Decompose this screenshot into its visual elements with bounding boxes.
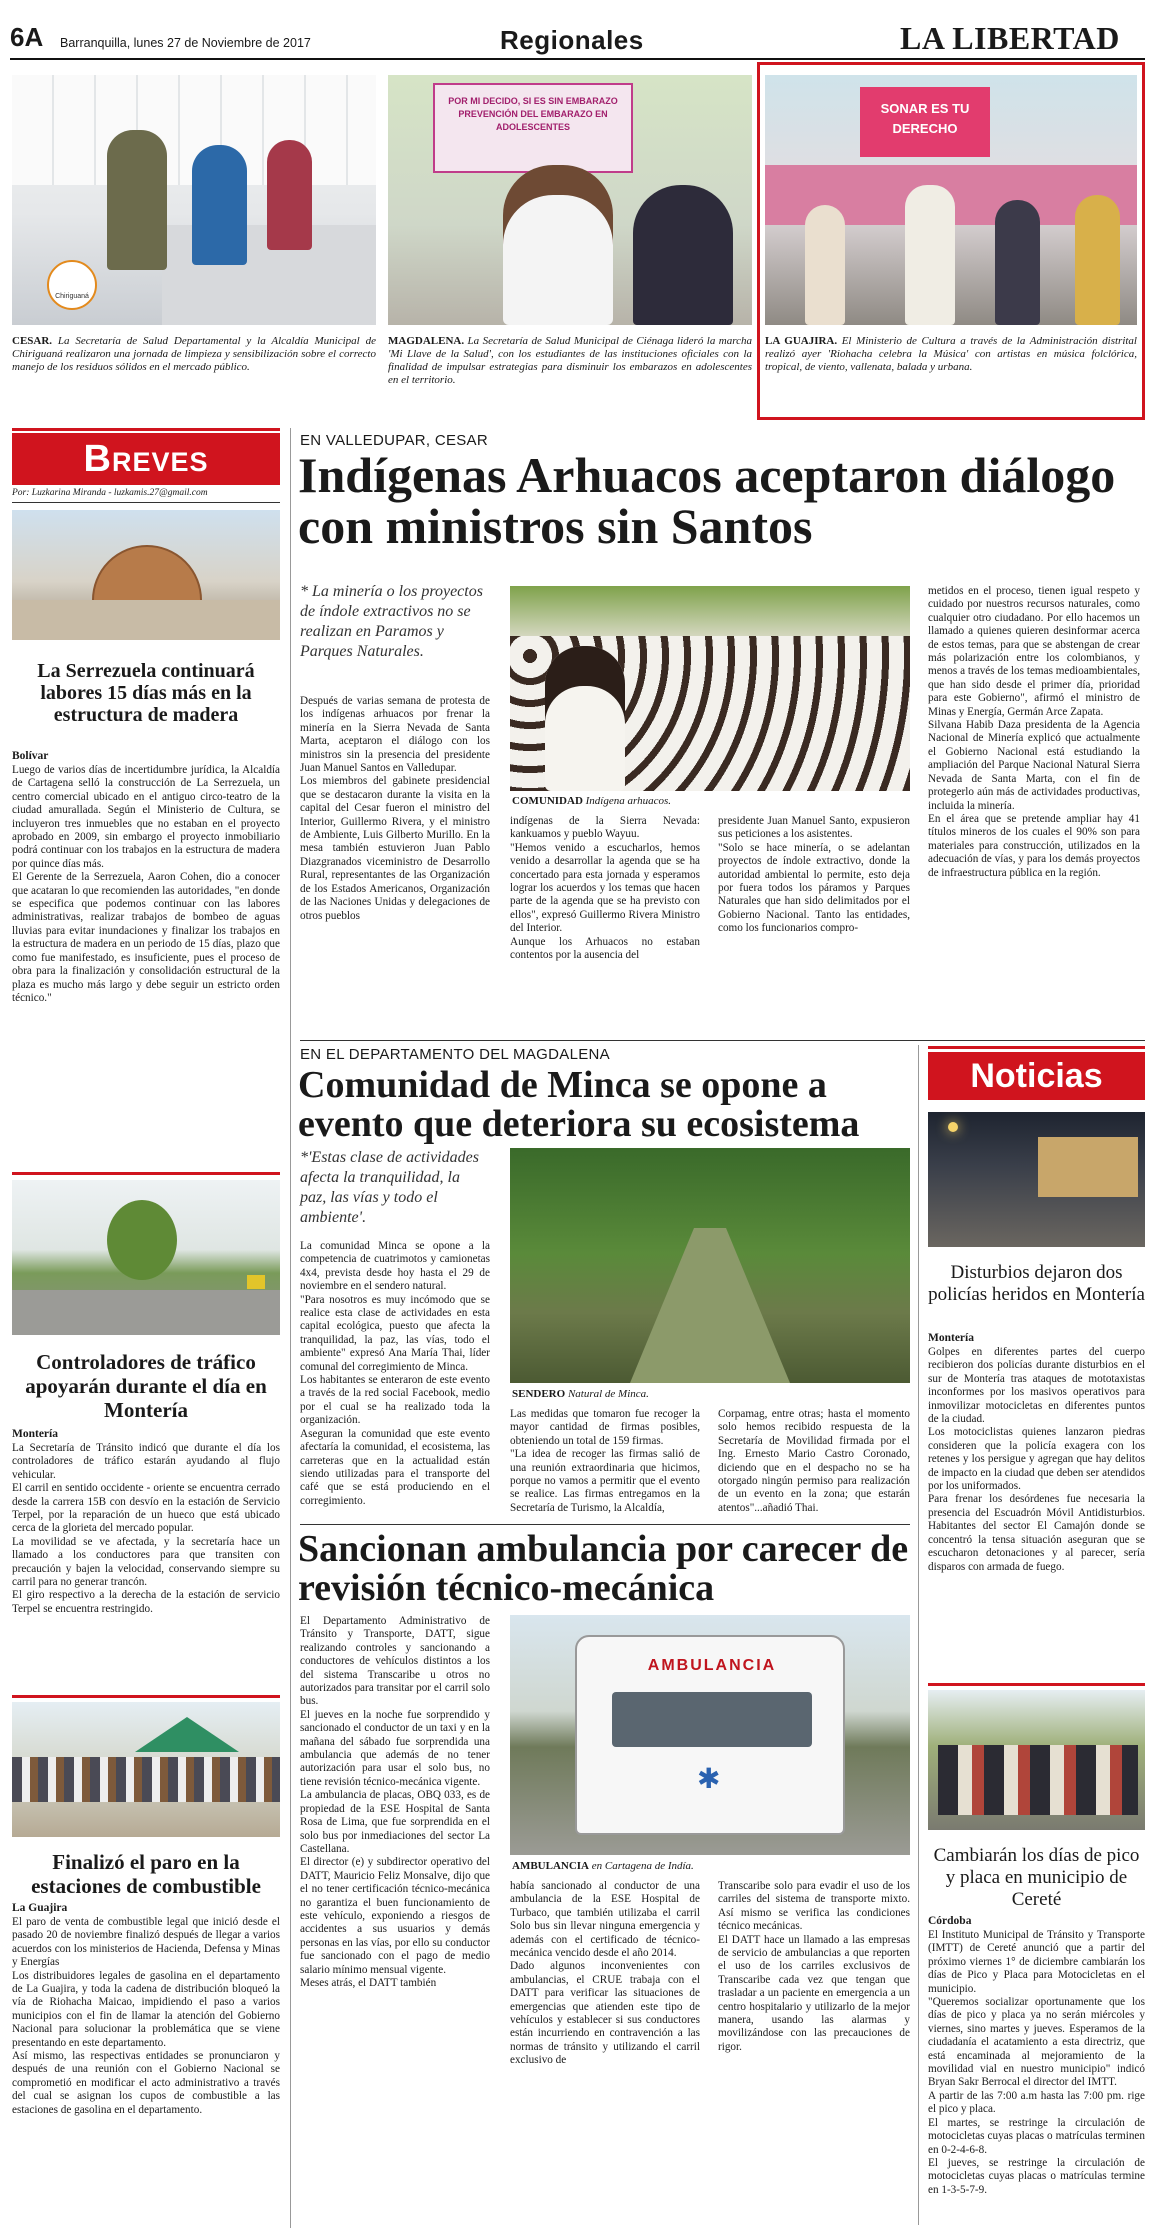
breve-1-body: Luego de varios días de incertidumbre jurídica, la Alcaldía de Cartagena selló la construcción de La Serrezuela, un centro comercial ubicado en el antiguo circo-teatro de la ciudad amurallada. Según el Ministerio de Cultura, se incluyeron tres inmuebles que no estaban en el proyecto aprobado en 2009, sin embargo el proyecto inmobiliario podrá continuar con los trabajos en la estructura de madera por quince días más. El Gerente de la Serrezuela, Aaron Cohen, dio a conocer que acataran lo que recomienden las autoridades, "en donde se especifica que podemos continuar con las labores administrativas, realizar trabajos de bombeo de aguas lluvias para evitar inundaciones y finalizar los trabajos en la estructura de madera en un periodo de 15 días, plazo que como fue manifestado, es insuficiente, pues el proceso de obra para la finalización y consolidación estructural de la plaza es mucho más largo y debe seguir un estricto orden técnico.": [12, 764, 280, 1004]
ambulance-vehicle: [575, 1635, 845, 1835]
circus-building: [92, 545, 202, 605]
ambulancia-caption: [512, 1860, 910, 1873]
worker-3: [267, 140, 312, 250]
breve-3-body: El paro de venta de combustible legal que inició desde el pasado 20 de noviembre finalizó después de llegar a varios acuerdos con los ministerios de Hacienda, Defensa y Minas y Energías Los distribuidores legales de gasolina en el departamento de La Guajira, y toda la cadena de distribución bloqueó la vía de Riohacha Maicao, impidiendo el paso a varios municipios con el fin de llamar la atención del Gobierno Nacional para solucionar la problemática que se viene presentando en este departamento. Así mismo, las respectivas entidades se pronunciaron y después de una reunión con el Gobierno Nacional se comprometió en modificar el acto administrativo a través del cual se asignan los cupos de combustible a las estaciones de gasolina en el departamento.: [12, 1916, 280, 2116]
lead-headline: Indígenas Arhuacos aceptaron diálogo con ministros sin Santos: [298, 447, 1116, 554]
header-dateline: Barranquilla, lunes 27 de Noviembre de 2017: [60, 36, 311, 50]
serrezuela-photo: [12, 510, 280, 640]
minca-caption: [512, 1388, 910, 1401]
traffic-photo: [12, 1180, 280, 1335]
magdalena-photo: [388, 75, 752, 325]
lead-kicker: EN VALLEDUPAR, CESAR: [300, 432, 488, 449]
lead-col2: indígenas de la Sierra Nevada: kankuamos y pueblo Wayuu. "Hemos venido a escucharlos, hemos venido a desarrollar la agenda que se ha concertado para esta jornada y esperamos lograr los acuerdos y los temas que hacen parte de la agenda que se ha previsto con ellos", expresó Guillermo Rivera Ministro del Interior. Aunque los Arhuacos no estaban contentos por la ausencia del: [510, 815, 700, 962]
breves-title: Breves: [12, 433, 280, 485]
guajira-caption: [765, 335, 1137, 374]
caption-text: Indígena arhuacos.: [582, 795, 671, 807]
breve-3-headline: Finalizó el paro en la estaciones de combustible: [31, 1850, 261, 1898]
column-divider-left: [290, 428, 291, 2228]
noticia-2-headline: Cambiarán los días de pico y placa en municipio de Cereté: [933, 1845, 1140, 1910]
ambulance-photo: [510, 1615, 910, 1855]
windshield: [612, 1692, 812, 1747]
caption-label: SENDERO: [512, 1388, 566, 1400]
caption-text: en Cartagena de Indía.: [589, 1860, 694, 1872]
worker-2: [192, 145, 247, 265]
minca-col1: La comunidad Minca se opone a la competencia de cuatrimotos y camionetas 4x4, prevista desde hoy hasta el 29 de noviembre en el sendero natural. "Para nosotros es muy incómodo que se realice esta clase de actividades en esta capital ecológica, puesto que afecta la tranquilidad, la paz, las vías, todo el ambiente" expresó Ana María Thai, líder comunal del corregimiento de Minca. Los habitantes se enteraron de este evento a través de la red social Facebook, medio por el cual se ha realizado toda la organización. Aseguran la comunidad que este evento afectaría la comunidad, el ecosistema, las carreteras que en la actualidad están siendo utilizadas para el transporte del café que se está produciendo en el corregimiento.: [300, 1240, 490, 1507]
caption-label: AMBULANCIA: [512, 1860, 589, 1872]
disturbios-photo: [928, 1112, 1145, 1247]
arhuacos-photo: [510, 586, 910, 791]
section-title: Regionales: [500, 25, 644, 55]
caption-text: La Secretaría de Salud Departamental y la Alcaldía Municipal de Chiriguaná realizaron una jornada de limpieza y sensibilización sobre el correcto manejo de los residuos sólidos en el mercado público.: [12, 335, 376, 373]
lead-col3: presidente Juan Manuel Santo, expusieron sus peticiones a los asistentes. "Solo se hace minería, o se adelantan proyectos de índole extractivo, donde la autoridad ambiental lo permite, esto deja por fuera todos los páramos y Parques Naturales que han sido delimitados por el Gobierno Nacional. Tanto las entidades, como los funcionarios compro-: [718, 815, 910, 935]
minca-headline: Comunidad de Minca se opone a evento que deteriora su ecosistema: [298, 1064, 860, 1145]
minca-col3: Corpamag, entre otras; hasta el momento solo hemos recibido respuesta de la Secretaría de Movilidad firmada por el Ing. Ernesto Mario Castro Coronado, diciendo que en el despacho no se ha otorgado ningún permiso para realización de un evento en la zona; que estarán atentos"...añadió Thai.: [718, 1408, 910, 1514]
minca-bottom-rule: [300, 1524, 910, 1525]
lead-pull-quote: * La minería o los proyectos de índole extractivos no se realizan en Paramos y Parques Naturales.: [300, 583, 483, 660]
man-white-shirt: [503, 165, 613, 325]
caption-label: COMUNIDAD: [512, 795, 583, 807]
breves-rule: [12, 502, 280, 503]
column-divider-right: [918, 1045, 919, 2225]
motorcyclists: [938, 1745, 1138, 1815]
storefront: [1038, 1137, 1138, 1197]
minca-kicker: EN EL DEPARTAMENTO DEL MAGDALENA: [300, 1046, 610, 1063]
worker-1: [107, 130, 167, 270]
musician-4: [1075, 195, 1120, 325]
road: [12, 1290, 280, 1335]
surrounding-buildings: [12, 600, 280, 640]
crowd: [12, 1757, 280, 1802]
breve-1-dateline: Bolívar: [12, 750, 49, 762]
chiriguana-logo: Chiriguaná: [47, 260, 97, 310]
lead-col4: metidos en el proceso, tienen igual respeto y cuidado por nuestros recursos naturales, como cualquier otro ciudadano. Por ello hacemos un llamado a quienes quieren desinformar acerca de estos temas, para que se abstengan de crear más polarización entre los colombianos, y menos a través de los temas medioambientales, que han sido desde el primer día, prioridad para este Gobierno", afirmó el ministro de Minas y Energía, Germán Arce Zapata. Silvana Habib Daza presidenta de la Agencia Nacional de Minería explicó que actualmente el Gobierno Nacional está estudiando la ampliación del Parque Nacional Natural Sierra Nevada de Santa Marta, con el fin de protegerlo aún más de actividades productivas, incluida la minería. En el área que se pretende ampliar hay 41 títulos mineros de los cuales el 90% son para materiales para construcción, utilizados en la adecuación de vías, y para los demás proyectos de infraestructura pública en la región.: [928, 585, 1140, 879]
magdalena-caption: [388, 335, 752, 387]
breve-2-dateline: Montería: [12, 1428, 58, 1440]
stage-banner: SONAR ES TU DERECHO: [860, 87, 990, 157]
ambulancia-col3: Transcaribe solo para evadir el uso de los carriles del sistema de transporte mixto. Así mismo se verifica las condiciones técnico mecánicas. El DATT hace un llamado a las empresas de servicio de ambulancias a que reporten el uso de los carriles exclusivos de Transcaribe cada vez que tengan que trasladar a un paciente en emergencia a un centro hospitalario y utilizarlo de la mejor manera, usando las alarmas y movilizándose con las precauciones de rigor.: [718, 1880, 910, 2053]
ambulancia-col2: había sancionado al conductor de una ambulancia de la ESE Hospital de Turbaco, que también utilizaba el carril Solo bus sin llevar ninguna emergencia y además con el certificado de técnico-mecánica vencido desde el año 2014. Dado algunos inconvenientes con ambulancias, el CRUE trabaja con el DATT para verificar las situaciones de emergencias que atienden este tipo de vehículos y establecer si sus conductores están incurriendo en contravención a las normas de tránsito y utilizando el carril exclusivo de: [510, 1880, 700, 2067]
breve-1-bar: [12, 1172, 280, 1175]
noticia-1-headline: Disturbios dejaron dos policías heridos en Montería: [928, 1262, 1145, 1305]
caption-place: LA GUAJIRA.: [765, 335, 838, 347]
banner: POR MI DECIDO, SI ES SIN EMBARAZO PREVENCIÓN DEL EMBARAZO EN ADOLESCENTES: [433, 83, 633, 173]
musician-3: [995, 200, 1040, 325]
star-of-life-icon: ✱: [697, 1764, 721, 1795]
caption-text: Natural de Minca.: [565, 1388, 649, 1400]
musician-2: [905, 185, 955, 325]
noticia-1-dateline: Montería: [928, 1332, 974, 1344]
breve-1-headline: La Serrezuela continuará labores 15 días más en la estructura de madera: [37, 660, 255, 726]
breve-2-bar: [12, 1695, 280, 1698]
breves-byline: Por: Luzkarina Miranda - luzkamis.27@gmail.com: [12, 488, 208, 498]
page-number: 6A: [10, 22, 44, 52]
ambulancia-headline: Sancionan ambulancia por carecer de revisión técnico-mecánica: [298, 1528, 909, 1609]
indigenous-girl: [545, 646, 625, 791]
student: [633, 185, 733, 325]
caption-place: MAGDALENA.: [388, 335, 465, 347]
tree: [107, 1200, 177, 1280]
noticia-1-bar: [928, 1683, 1145, 1686]
minca-col2: Las medidas que tomaron fue recoger la mayor cantidad de firmas posibles, obteniendo un total de 159 firmas. "La idea de recoger las firmas salió de una reunión extraordinaria que hicimos, porque no vamos a permitir que el evento se realice. Las firmas entregamos en la Secretaría de Turismo, la Alcaldía,: [510, 1408, 700, 1514]
guajira-photo: [765, 75, 1137, 325]
header-rule: [10, 58, 1145, 60]
noticia-2-body: El Instituto Municipal de Tránsito y Transporte (IMTT) de Cereté anunció que a partir del próximo viernes 1° de diciembre cambiarán los días de Pico y Placa para Motocicletas en el municipio. "Queremos socializar oportunamente que los días de pico y placa ya no serán miércoles y viernes, sino martes y jueves. Esperamos de la ciudadanía el acatamiento a esta directriz, que está encaminada al mejoramiento de la movilidad vial en nuestro municipio" indicó Bryan Sakr Berrocal el director del IMTT. A partir de las 7:00 a.m hasta las 7:00 pm. rige el pico y placa. El martes, se restringe la circulación de motocicletas cuyas placas o matrículas terminen en 0-2-4-6-8. El jueves, se restringe la circulación de motocicletas cuyas placas o matrículas termine en 1-3-5-7-9.: [928, 1929, 1145, 2196]
breves-top-bar: [12, 428, 280, 431]
vehicle: [247, 1275, 265, 1289]
lead-col1: Después de varias semana de protesta de los indígenas arhuacos por frenar la minería en la Sierra Nevada de Santa Marta, aceptaron el diálogo con los ministros sin la presencia del presidente Juan Manuel Santos en Valledupar. Los miembros del gabinete presidencial que se destacaron durante la visita en la capital del Cesar fueron el ministro del Interior, Guillermo Rivera, y el ministro de Ambiente, Luis Gilberto Murillo. En la mesa también estuvieron Juan Pablo Diazgranados viceministro de Desarrollo Rural, representantes de las Organización de los Estados Americanos, Organización de las Naciones Unidas y delegaciones de otros pueblos: [300, 695, 490, 922]
musician-1: [805, 205, 845, 325]
noticias-title: Noticias: [928, 1052, 1145, 1100]
breve-2-headline: Controladores de tráfico apoyarán durante el día en Montería: [25, 1350, 267, 1422]
minca-pull-quote: *'Estas clase de actividades afecta la tranquilidad, la paz, las vías y todo el ambiente'.: [300, 1149, 479, 1226]
trail: [630, 1228, 790, 1383]
tent: [122, 1717, 252, 1752]
breve-3-dateline: La Guajira: [12, 1902, 68, 1914]
minca-trail-photo: [510, 1148, 910, 1383]
caption-text: La Secretaría de Salud Municipal de Ciénaga lideró la marcha 'Mi Llave de la Salud', con los estudiantes de las instituciones oficiales con la finalidad de impulsar estrategias para disminuir los embarazos en adolescentes en el territorio.: [388, 335, 752, 386]
fuel-strike-photo: [12, 1702, 280, 1837]
caption-text: El Ministerio de Cultura a través de la Administración distrital realizó ayer 'Riohacha celebra la Música' con artistas en música folclórica, tropical, de viento, vallenata, balada y urbana.: [765, 335, 1137, 373]
ambulance-label: AMBULANCIA: [647, 1657, 777, 1674]
ambulancia-col1: El Departamento Administrativo de Tránsito y Transporte, DATT, sigue realizando controles y sancionando a conductores de vehículos distintos a los del sistema Transcaribe u otros no autorizados para transitar por el carril solo bus. El jueves en la noche fue sorprendido y sancionado el conductor de un taxi y en la mañana del sábado fue sorprendida una ambulancia que además de no tener autorización para usar el solo bus, no tiene revisión técnico-mecánica vigente. La ambulancia de placas, OBQ 033, es de propiedad de la ESE Hospital de Santa Rosa de Lima, que fue sorprendida en el solo bus por inmediaciones del sector La Castellana. El director (e) y subdirector operativo del DATT, Mauricio Feliz Monsalve, dijo que el no tener certificación técnico-mecánica no garantiza el buen funcionamiento de este vehículo, exponiendo a riesgos de accidentes a sus usuarios y demás personas en las vías, por ello su conductor fue sancionado con el pago de medio salario mínimo mensual vigente. Meses atrás, el DATT también: [300, 1615, 490, 1989]
lead-caption: [512, 795, 910, 808]
noticia-2-dateline: Córdoba: [928, 1915, 972, 1927]
cesar-caption: [12, 335, 376, 374]
masthead: LA LIBERTAD: [900, 20, 1120, 56]
cesar-photo: [12, 75, 376, 325]
noticia-1-body: Golpes en diferentes partes del cuerpo recibieron dos policías durante disturbios en el sur de Montería tras ataques de mototaxistas inconformes por los masivos operativos para inmovilizar motocicletas en diferentes puntos de la ciudad. Los motociclistas quienes lanzaron piedras consideren que la policía exagera con los retenes y los persigue y agregan que hay delitos de impacto en la ciudad que deben ser atendidos por los uniformados. Para frenar los desórdenes fue necesaria la presencia del Escuadrón Móvil Antidisturbios. Habitantes del sector El Camajón donde se concentró la tensa situación aseguran que se escucharon detonaciones y al parecer, sería disparos con armada de fuego.: [928, 1346, 1145, 1573]
breve-2-body: La Secretaría de Tránsito indicó que durante el día los controladores de tráfico estarán ayudando al flujo vehicular. El carril en sentido occidente - oriente se encuentra cerrado desde la carrera 15B con desvío en la estación de Servicio Terpel, por la reparación de un hueco que está ubicado cerca de la glorieta del mercado popular. La movilidad se ve afectada, y la secretaría hace un llamado a los conductores para que transiten con precaución y bajen la velocidad, conservando siempre su carril para no generar trancón. El giro respectivo a la derecha de la estación de servicio Terpel se encuentra restringido.: [12, 1442, 280, 1615]
lead-bottom-rule: [300, 1040, 1145, 1041]
streetlight: [948, 1122, 958, 1132]
noticias-top-bar: [928, 1046, 1145, 1049]
caption-place: CESAR.: [12, 335, 53, 347]
cerete-photo: [928, 1690, 1145, 1830]
